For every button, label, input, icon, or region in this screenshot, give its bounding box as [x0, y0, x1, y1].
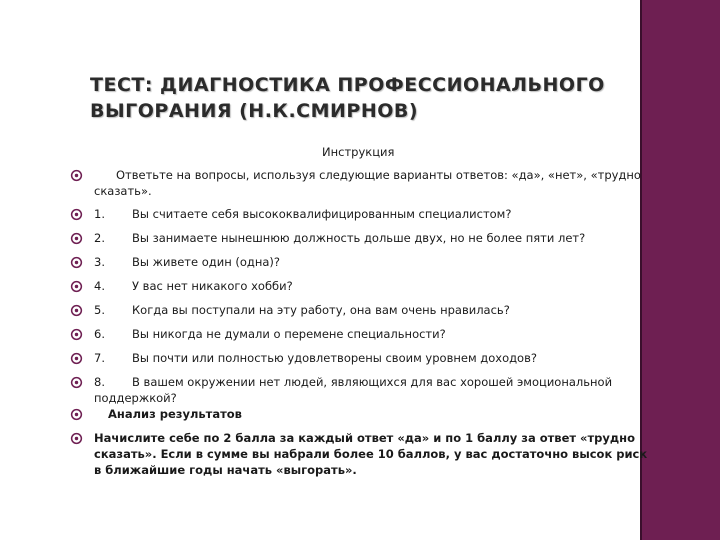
question-text: [94, 230, 650, 246]
flower-bullet-icon: [70, 352, 83, 365]
question-number: 2.: [94, 231, 105, 245]
flower-bullet-icon: [70, 256, 83, 269]
instruction-text: Ответьте на вопросы, используя следующие варианты ответов: «да», «нет», «трудно сказать».: [94, 168, 641, 198]
question-text: [94, 302, 650, 318]
question-number: 1.: [94, 207, 105, 221]
question-label: В вашем окружении нет людей, являющихся для вас хорошей эмоциональной поддержкой?: [94, 375, 613, 405]
flower-bullet-icon: [70, 408, 83, 421]
question-text: [94, 374, 650, 406]
flower-bullet-icon: [70, 232, 83, 245]
decorative-side-panel: [642, 0, 720, 540]
flower-bullet-icon: [70, 328, 83, 341]
question-text: [94, 206, 650, 222]
question-label: Вы считаете себя высококвалифицированным специалистом?: [132, 207, 512, 221]
question-number: 6.: [94, 327, 105, 341]
question-number: 8.: [94, 375, 105, 389]
question-label: Вы никогда не думали о перемене специальности?: [132, 327, 446, 341]
flower-bullet-icon: [70, 432, 83, 445]
question-label: Когда вы поступали на эту работу, она вам очень нравилась?: [132, 303, 510, 317]
flower-bullet-icon: [70, 169, 83, 182]
question-text: [94, 350, 650, 366]
flower-bullet-icon: [70, 376, 83, 389]
flower-bullet-icon: [70, 208, 83, 221]
question-text: [94, 326, 650, 342]
question-text: [94, 254, 650, 270]
question-label: Вы занимаете нынешнюю должность дольше двух, но не более пяти лет?: [132, 231, 586, 245]
question-number: 7.: [94, 351, 105, 365]
question-number: 5.: [94, 303, 105, 317]
flower-bullet-icon: [70, 280, 83, 293]
question-number: 3.: [94, 255, 105, 269]
analysis-heading: Анализ результатов: [108, 407, 242, 421]
question-label: Вы живете один (одна)?: [132, 255, 281, 269]
analysis-text: Начислите себе по 2 балла за каждый ответ «да» и по 1 баллу за ответ «трудно сказать». Если в сумме вы набрали более 10 баллов, у вас достаточно высок риск в ближайшие годы начать «выгорать».: [94, 431, 648, 477]
question-number: 4.: [94, 279, 105, 293]
question-label: Вы почти или полностью удовлетворены своим уровнем доходов?: [132, 351, 537, 365]
instruction-heading: Инструкция: [322, 145, 395, 159]
slide-title: ТЕСТ: ДИАГНОСТИКА ПРОФЕССИОНАЛЬНОГО ВЫГОРАНИЯ (Н.К.СМИРНОВ): [90, 74, 605, 122]
question-label: У вас нет никакого хобби?: [132, 279, 293, 293]
question-text: [94, 278, 650, 294]
flower-bullet-icon: [70, 304, 83, 317]
